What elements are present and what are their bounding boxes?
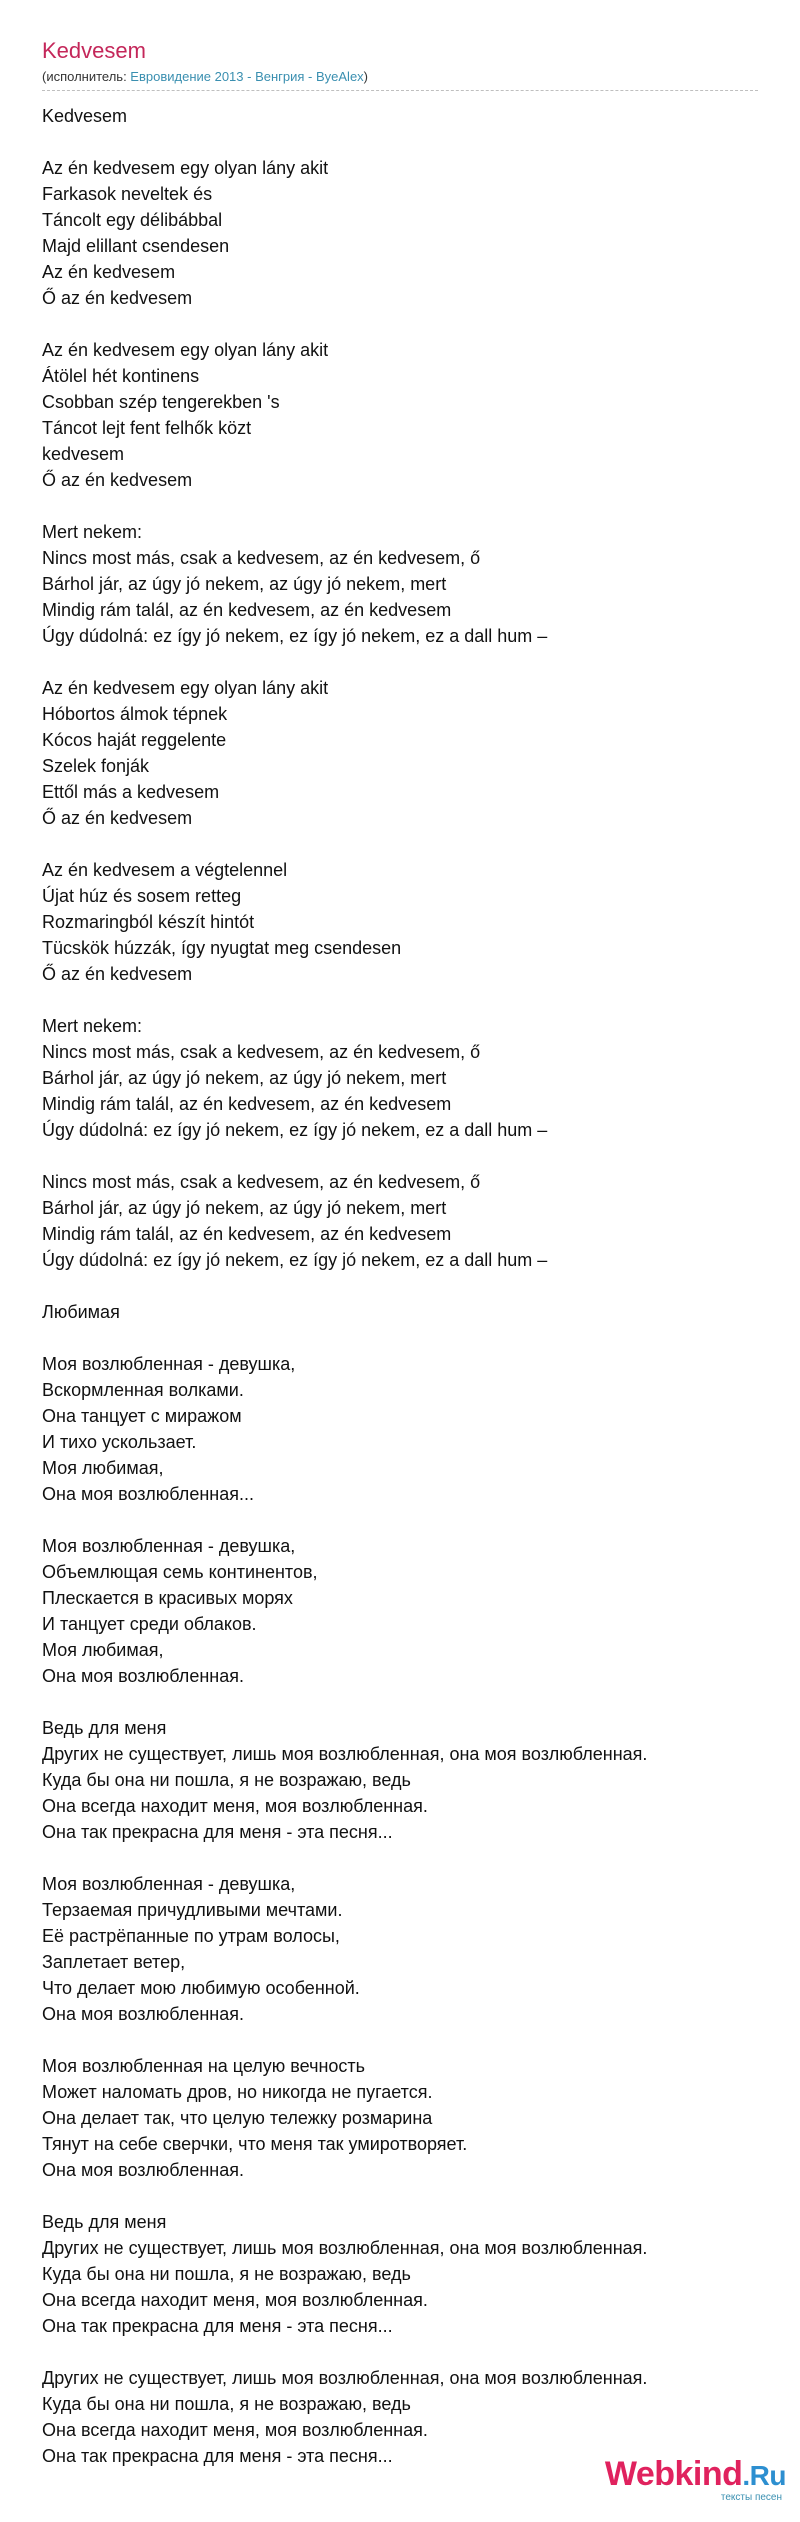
- lyrics-stanza: [42, 1169, 758, 1273]
- lyric-line: Nincs most más, csak a kedvesem, az én kedvesem, ő: [42, 548, 481, 568]
- lyric-line: Других не существует, лишь моя возлюбленная, она моя возлюбленная.: [42, 2368, 648, 2388]
- artist-prefix: (исполнитель:: [42, 69, 131, 84]
- lyric-line: Она всегда находит меня, моя возлюбленная.: [42, 1796, 428, 1816]
- lyric-line: Kedvesem: [42, 106, 128, 126]
- lyric-line: Átölel hét kontinens: [42, 366, 200, 386]
- lyric-line: Куда бы она ни пошла, я не возражаю, ведь: [42, 2264, 411, 2284]
- lyric-line: Bárhol jár, az úgy jó nekem, az úgy jó nekem, mert: [42, 1068, 447, 1088]
- lyric-line: Терзаемая причудливыми мечтами.: [42, 1900, 343, 1920]
- lyric-line: Hóbortos álmok tépnek: [42, 704, 228, 724]
- lyric-line: Mindig rám talál, az én kedvesem, az én kedvesem: [42, 600, 452, 620]
- song-page: [42, 38, 758, 2495]
- lyrics-stanza: [42, 675, 758, 831]
- lyric-line: Az én kedvesem egy olyan lány akit: [42, 678, 329, 698]
- lyrics-stanza: [42, 155, 758, 311]
- lyric-line: Bárhol jár, az úgy jó nekem, az úgy jó nekem, mert: [42, 1198, 447, 1218]
- lyrics-stanza: [42, 1871, 758, 2027]
- logo-word: Webkind: [604, 2455, 743, 2493]
- lyric-line: Mert nekem:: [42, 1016, 143, 1036]
- lyrics-stanza: [42, 1351, 758, 1507]
- lyric-line: Az én kedvesem a végtelennel: [42, 860, 288, 880]
- lyric-line: Majd elillant csendesen: [42, 236, 230, 256]
- artist-link[interactable]: Евровидение 2013 - Венгрия - ByeAlex: [130, 69, 364, 84]
- lyric-line: Она моя возлюбленная.: [42, 2004, 244, 2024]
- lyric-line: Táncot lejt fent felhők közt: [42, 418, 252, 438]
- lyric-line: Tücskök húzzák, így nyugtat meg csendesen: [42, 938, 402, 958]
- logo-wordmark: [605, 2454, 786, 2496]
- lyric-line: Az én kedvesem egy olyan lány akit: [42, 158, 329, 178]
- lyric-line: Заплетает ветер,: [42, 1952, 186, 1972]
- lyric-line: Что делает мою любимую особенной.: [42, 1978, 360, 1998]
- lyric-line: Újat húz és sosem retteg: [42, 886, 242, 906]
- lyric-line: Bárhol jár, az úgy jó nekem, az úgy jó nekem, mert: [42, 574, 447, 594]
- lyric-line: Она так прекрасна для меня - эта песня...: [42, 2446, 393, 2466]
- lyric-line: Она моя возлюбленная...: [42, 1484, 254, 1504]
- lyric-line: Её растрёпанные по утрам волосы,: [42, 1926, 340, 1946]
- lyric-line: Farkasok neveltek és: [42, 184, 213, 204]
- lyric-line: Куда бы она ни пошла, я не возражаю, ведь: [42, 2394, 411, 2414]
- lyric-line: Тянут на себе сверчки, что меня так умиротворяет.: [42, 2134, 468, 2154]
- lyric-line: Ő az én kedvesem: [42, 470, 193, 490]
- lyric-line: Плескается в красивых морях: [42, 1588, 293, 1608]
- lyric-line: Моя любимая,: [42, 1458, 164, 1478]
- lyric-line: Она моя возлюбленная.: [42, 2160, 244, 2180]
- lyric-line: Rozmaringból készít hintót: [42, 912, 255, 932]
- lyric-line: Nincs most más, csak a kedvesem, az én kedvesem, ő: [42, 1172, 481, 1192]
- lyric-line: Mindig rám talál, az én kedvesem, az én kedvesem: [42, 1094, 452, 1114]
- lyric-line: Моя возлюбленная - девушка,: [42, 1874, 296, 1894]
- lyric-line: Моя возлюбленная - девушка,: [42, 1536, 296, 1556]
- lyric-line: Az én kedvesem: [42, 262, 176, 282]
- lyric-line: Любимая: [42, 1302, 120, 1322]
- lyric-line: Táncolt egy délibábbal: [42, 210, 223, 230]
- lyric-line: Csobban szép tengerekben 's: [42, 392, 280, 412]
- lyrics-stanza: [42, 857, 758, 987]
- lyric-line: Объемлющая семь континентов,: [42, 1562, 318, 1582]
- lyric-line: Она так прекрасна для меня - эта песня...: [42, 1822, 393, 1842]
- lyric-line: Куда бы она ни пошла, я не возражаю, ведь: [42, 1770, 411, 1790]
- lyric-line: Она танцует с миражом: [42, 1406, 242, 1426]
- lyric-line: Ettől más a kedvesem: [42, 782, 220, 802]
- lyric-line: Других не существует, лишь моя возлюбленная, она моя возлюбленная.: [42, 1744, 648, 1764]
- lyric-line: Моя возлюбленная на целую вечность: [42, 2056, 366, 2076]
- lyric-line: Моя любимая,: [42, 1640, 164, 1660]
- lyrics-stanza: [42, 103, 758, 129]
- lyric-line: Она так прекрасна для меня - эта песня...: [42, 2316, 393, 2336]
- lyric-line: Ő az én kedvesem: [42, 808, 193, 828]
- lyric-line: Ő az én kedvesem: [42, 288, 193, 308]
- lyric-line: Она всегда находит меня, моя возлюбленная.: [42, 2290, 428, 2310]
- lyric-line: Úgy dúdolná: ez így jó nekem, ez így jó nekem, ez a dall hum –: [42, 1250, 548, 1270]
- lyric-line: Она моя возлюбленная.: [42, 1666, 244, 1686]
- lyric-line: Nincs most más, csak a kedvesem, az én kedvesem, ő: [42, 1042, 481, 1062]
- lyric-line: Kócos haját reggelente: [42, 730, 227, 750]
- lyric-line: Может наломать дров, но никогда не пугается.: [42, 2082, 433, 2102]
- site-logo[interactable]: [576, 2454, 786, 2514]
- lyric-line: Az én kedvesem egy olyan lány akit: [42, 340, 329, 360]
- logo-tagline: тексты песен: [720, 2492, 782, 2503]
- song-title: Kedvesem: [42, 38, 146, 63]
- lyrics-stanza: [42, 1013, 758, 1143]
- lyric-line: Ведь для меня: [42, 2212, 167, 2232]
- artist-suffix: ): [363, 69, 369, 84]
- lyric-line: Моя возлюбленная - девушка,: [42, 1354, 296, 1374]
- lyric-line: И тихо ускользает.: [42, 1432, 197, 1452]
- lyric-line: И танцует среди облаков.: [42, 1614, 257, 1634]
- lyric-line: Ведь для меня: [42, 1718, 167, 1738]
- lyric-line: Других не существует, лишь моя возлюбленная, она моя возлюбленная.: [42, 2238, 648, 2258]
- lyric-line: Mindig rám talál, az én kedvesem, az én kedvesem: [42, 1224, 452, 1244]
- lyric-line: Úgy dúdolná: ez így jó nekem, ez így jó nekem, ez a dall hum –: [42, 626, 548, 646]
- lyric-line: Она всегда находит меня, моя возлюбленная.: [42, 2420, 428, 2440]
- lyrics-stanza: [42, 519, 758, 649]
- lyric-line: Ő az én kedvesem: [42, 964, 193, 984]
- lyrics-stanza: [42, 1533, 758, 1689]
- lyric-line: Она делает так, что целую тележку розмарина: [42, 2108, 433, 2128]
- lyric-line: kedvesem: [42, 444, 125, 464]
- lyrics-stanza: [42, 337, 758, 493]
- lyrics-stanza: [42, 2209, 758, 2339]
- lyric-line: Úgy dúdolná: ez így jó nekem, ez így jó nekem, ez a dall hum –: [42, 1120, 548, 1140]
- lyrics-body: [42, 103, 758, 2469]
- lyric-line: Mert nekem:: [42, 522, 143, 542]
- lyrics-stanza: [42, 2053, 758, 2183]
- lyrics-stanza: [42, 1299, 758, 1325]
- lyrics-stanza: [42, 1715, 758, 1845]
- artist-meta: [42, 68, 758, 91]
- lyric-line: Вскормленная волками.: [42, 1380, 244, 1400]
- lyric-line: Szelek fonják: [42, 756, 150, 776]
- logo-domain: .Ru: [742, 2460, 786, 2491]
